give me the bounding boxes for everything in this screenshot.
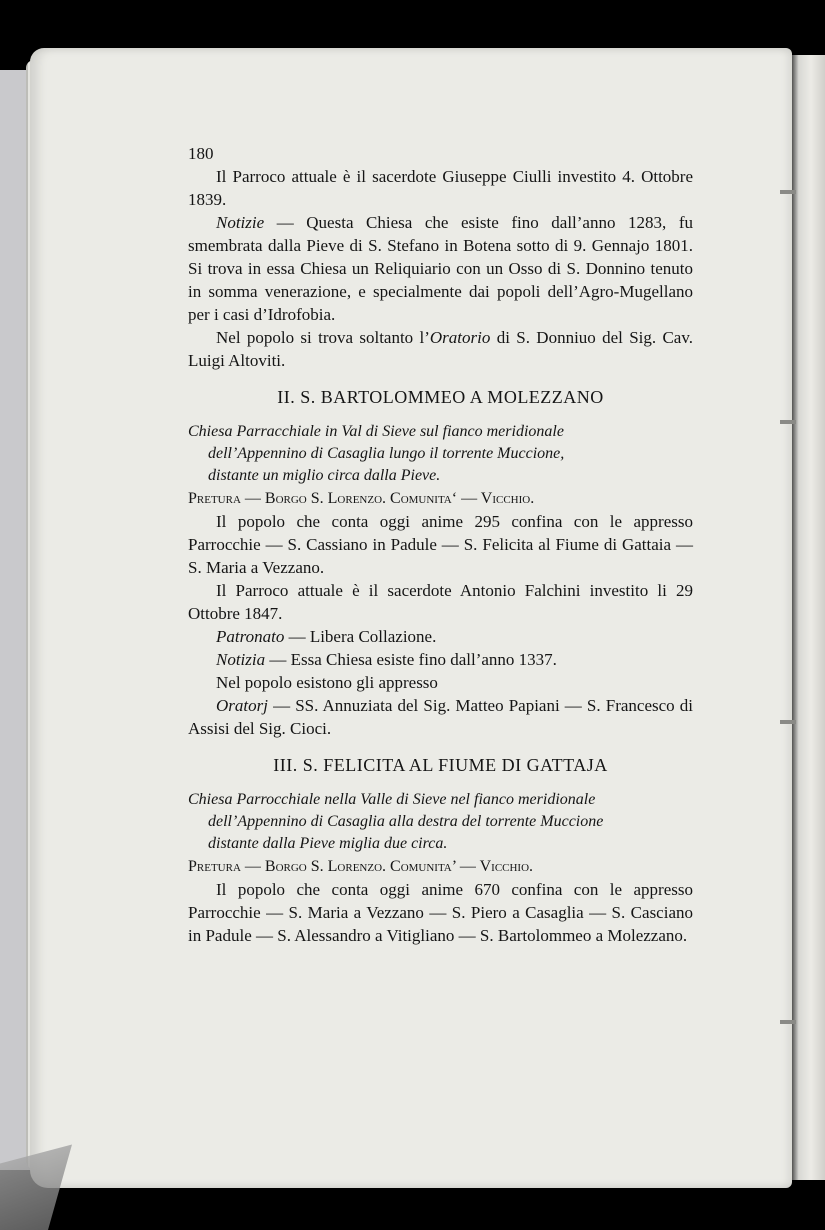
desc-line: dell’Appennino di Casaglia alla destra del torrente Muccione bbox=[208, 813, 604, 830]
desc-line: distante dalla Pieve miglia due circa. bbox=[208, 835, 448, 852]
esistono-line: Nel popolo esistono gli appresso bbox=[216, 673, 438, 692]
section-description-3 bbox=[188, 789, 693, 855]
adjacent-page-edge bbox=[790, 55, 825, 1180]
section-title-2: II. S. BARTOLOMMEO A MOLEZZANO bbox=[277, 387, 604, 407]
notizia-text: — Essa Chiesa esiste fino dall’anno 1337. bbox=[265, 650, 557, 669]
binding-thread bbox=[780, 420, 796, 424]
section-description-2 bbox=[188, 421, 693, 487]
notizie-label: Notizie bbox=[216, 213, 265, 232]
binding-thread bbox=[780, 720, 796, 724]
desc-line: Chiesa Parrocchiale nella Valle di Sieve nel fianco meridionale bbox=[188, 791, 596, 808]
desc-line: dell’Appennino di Casaglia lungo il torrente Muccione, bbox=[208, 445, 565, 462]
oratorj-text: — SS. Annuziata del Sig. Matteo Papiani — S. Francesco di Assisi del Sig. Cioci. bbox=[188, 696, 693, 738]
binding-thread bbox=[780, 1020, 796, 1024]
parroco-paragraph-2: Il Parroco attuale è il sacerdote Antonio Falchini investito li 29 Ottobre 1847. bbox=[188, 581, 693, 623]
notizia-line bbox=[188, 648, 693, 671]
pretura-line-2: Pretura — Borgo S. Lorenzo. Comunita‘ — Vicchio. bbox=[188, 490, 535, 507]
patronato-line bbox=[188, 625, 693, 648]
desc-line: Chiesa Parracchiale in Val di Sieve sul fianco meridionale bbox=[188, 423, 564, 440]
popolo-text: Nel popolo si trova soltanto l’ bbox=[216, 328, 430, 347]
oratorj-label: Oratorj bbox=[216, 696, 268, 715]
oratorio-label: Oratorio bbox=[429, 328, 491, 347]
oratorj-paragraph bbox=[188, 694, 693, 740]
desc-line: distante un miglio circa dalla Pieve. bbox=[208, 467, 441, 484]
page-text bbox=[188, 142, 693, 947]
pretura-line-3: Pretura — Borgo S. Lorenzo. Comunita’ — Vicchio. bbox=[188, 858, 534, 875]
popolo-paragraph-2: Il popolo che conta oggi anime 295 confina con le appresso Parrocchie — S. Cassiano in Padule — S. Felicita al Fiume di Gattaia — S. Maria a Vezzano. bbox=[188, 512, 693, 577]
notizie-paragraph bbox=[188, 211, 693, 326]
page-number: 180 bbox=[188, 144, 214, 163]
intro-paragraph: Il Parroco attuale è il sacerdote Giuseppe Ciulli investito 4. Ottobre 1839. bbox=[188, 167, 693, 209]
binding-thread bbox=[780, 190, 796, 194]
patronato-text: — Libera Collazione. bbox=[284, 627, 437, 646]
notizia-label: Notizia bbox=[216, 650, 266, 669]
notizie-text: — Questa Chiesa che esiste fino dall’anno 1283, fu smembrata dalla Pieve di S. Stefano in Botena sotto di 9. Gennajo 1801. Si trova in essa Chiesa un Reliquiario con un Osso di S. Donnino tenuto in somma venerazione, e specialmente dai popoli dell’Agro-Mugellano per i casi d’Idrofobia. bbox=[188, 213, 693, 324]
section-title-3: III. S. FELICITA AL FIUME DI GATTAJA bbox=[273, 755, 608, 775]
popolo-text-end: di S. Donniuo del Sig. Cav. Luigi Altoviti. bbox=[188, 328, 693, 370]
patronato-label: Patronato bbox=[216, 627, 285, 646]
popolo-paragraph bbox=[188, 326, 693, 372]
popolo-paragraph-3: Il popolo che conta oggi anime 670 confina con le appresso Parrocchie — S. Maria a Vezzano — S. Piero a Casaglia — S. Casciano in Padule — S. Alessandro a Vitigliano — S. Bartolommeo a Molezzano. bbox=[188, 880, 693, 945]
